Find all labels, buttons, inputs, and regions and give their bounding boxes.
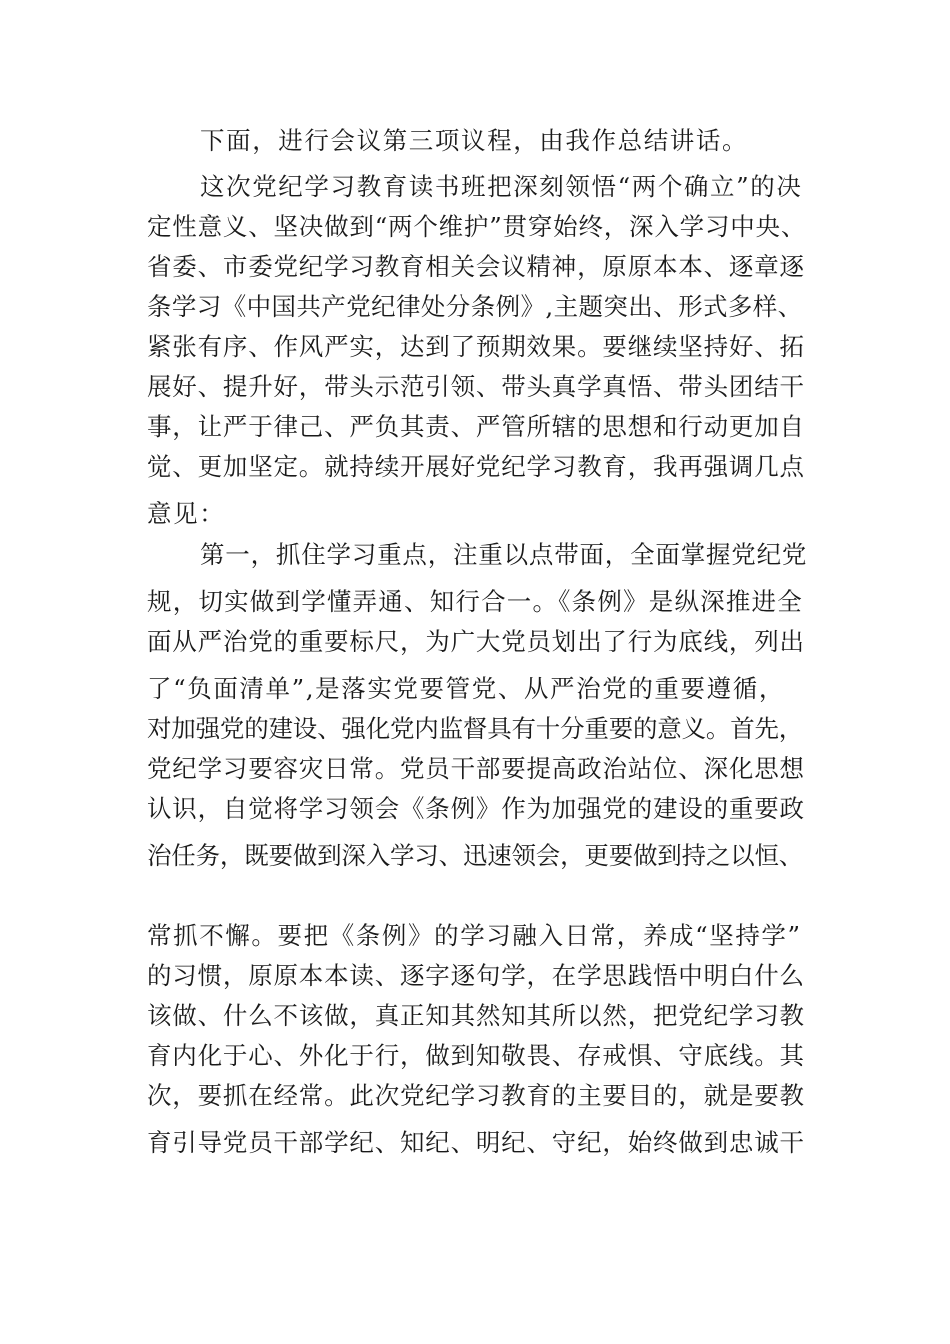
text-line: 对加强党的建设、强化党内监督具有十分重要的意义。首先， (147, 714, 804, 743)
text-line: 定性意义、坚决做到“两个维护”贯穿始终，深入学习中央、 (147, 212, 807, 241)
text-line: 该做、什么不该做，真正知其然知其所以然，把党纪学习教 (147, 1001, 805, 1030)
text-line: 第一，抓住学习重点，注重以点带面，全面掌握党纪党 (200, 540, 808, 569)
text-line: 展好、提升好，带头示范引领、带头真学真悟、带头团结干 (147, 372, 805, 401)
text-line: 育内化于心、外化于行，做到知敬畏、存戒惧、守底线。其 (147, 1041, 805, 1070)
text-line: 这次党纪学习教育读书班把深刻领悟“两个确立”的决 (200, 172, 803, 201)
text-line: 次，要抓在经常。此次党纪学习教育的主要目的，就是要教 (147, 1081, 805, 1110)
text-line: 的习惯，原原本本读、逐字逐句学，在学思践悟中明白什么 (147, 961, 805, 990)
text-line: 规，切实做到学懂弄通、知行合一。《条例》是纵深推进全 (147, 587, 803, 616)
text-line: 事，让严于律己、严负其责、严管所辖的思想和行动更加自 (147, 412, 805, 441)
text-line: 面从严治党的重要标尺，为广大党员划出了行为底线，列出 (147, 627, 805, 656)
text-line: 治任务，既要做到深入学习、迅速领会，更要做到持之以恒、 (147, 841, 804, 870)
text-line: 意见： (147, 499, 226, 528)
text-line: 条学习《中国共产党纪律处分条例》,主题突出、形式多样、 (147, 292, 803, 321)
text-line: 紧张有序、作风严实，达到了预期效果。要继续坚持好、拓 (147, 332, 805, 361)
text-line: 常抓不懈。要把《条例》的学习融入日常，养成“坚持学” (147, 921, 802, 950)
text-line: 党纪学习要容灾日常。党员干部要提高政治站位、深化思想 (147, 754, 805, 783)
text-line: 觉、更加坚定。就持续开展好党纪学习教育，我再强调几点 (147, 452, 805, 481)
text-line: 育引导党员干部学纪、知纪、明纪、守纪，始终做到忠诚干 (147, 1128, 805, 1157)
text-line: 了“负面清单”,是落实党要管党、从严治党的重要遵循， (147, 674, 785, 703)
text-line: 下面，进行会议第三项议程，由我作总结讲话。 (200, 126, 749, 155)
text-line: 省委、市委党纪学习教育相关会议精神，原原本本、逐章逐 (147, 252, 805, 281)
text-line: 认识，自觉将学习领会《条例》作为加强党的建设的重要政 (147, 794, 805, 823)
